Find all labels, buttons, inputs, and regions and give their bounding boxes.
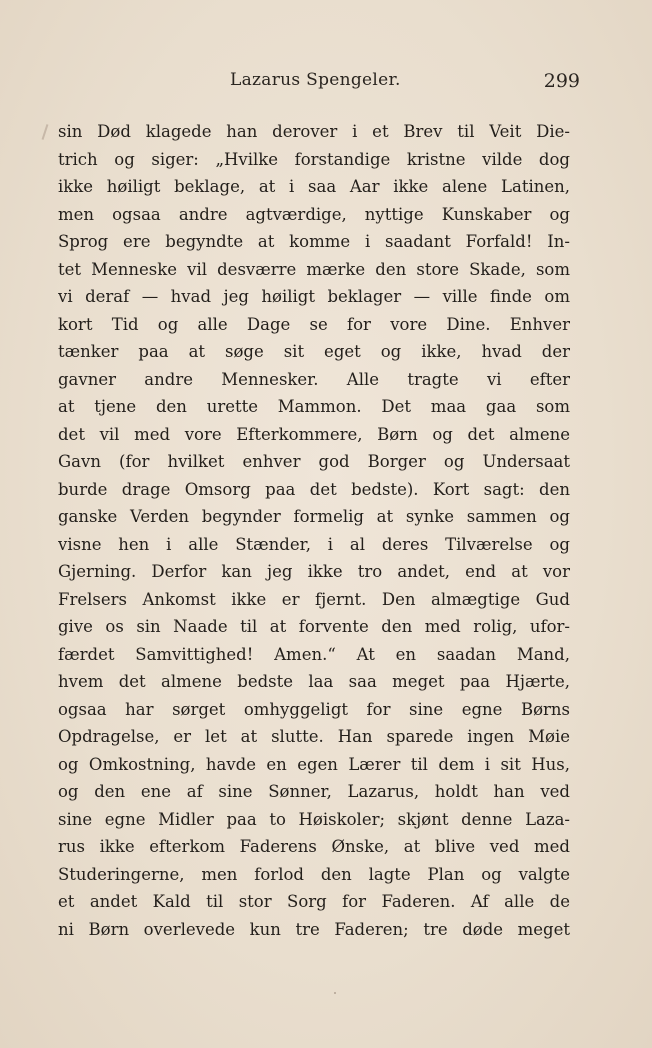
text-line: men ogsaa andre agtværdige, nyttige Kunskaber og (58, 204, 570, 224)
text-line: det vil med vore Efterkommere, Børn og det almene (58, 424, 570, 444)
text-line: Gavn (for hvilket enhver god Borger og Undersaat (58, 452, 570, 471)
margin-mark (42, 124, 49, 140)
text-line: Frelsers Ankomst ikke er fjernt. Den almægtige Gud (58, 589, 570, 609)
text-line: hvem det almene bedste laa saa meget paa Hjærte, (58, 672, 570, 691)
text-line: og Omkostning, havde en egen Lærer til dem i sit Hus, (58, 754, 570, 774)
text-line: Gjerning. Derfor kan jeg ikke tro andet, end at vor (58, 562, 570, 581)
text-line: tet Menneske vil desværre mærke den store Skade, som (58, 259, 570, 279)
text-line: Studeringerne, men forlod den lagte Plan og valgte (58, 864, 570, 884)
text-line: et andet Kald til stor Sorg for Faderen. Af alle de (58, 892, 570, 911)
text-line: og den ene af sine Sønner, Lazarus, holdt han ved (58, 782, 570, 801)
text-line: Sprog ere begyndte at komme i saadant Forfald! In- (58, 232, 570, 251)
text-line: vi deraf — hvad jeg høiligt beklager — ville finde om (58, 287, 570, 306)
text-line: Opdragelse, er let at slutte. Han sparede ingen Møie (58, 727, 570, 746)
text-line: trich og siger: „Hvilke forstandige kristne vilde dog (58, 149, 570, 169)
text-line: rus ikke efterkom Faderens Ønske, at blive ved med (58, 837, 570, 856)
text-line: ikke høiligt beklage, at i saa Aar ikke alene Latinen, (58, 177, 570, 196)
text-line: burde drage Omsorg paa det bedste). Kort sagt: den (58, 479, 570, 499)
text-line: ganske Verden begynder formelig at synke sammen og (58, 507, 570, 526)
paper-speck (334, 992, 336, 994)
text-line: sin Død klagede han derover i et Brev til Veit Die- (58, 122, 570, 141)
page-number: 299 (543, 70, 580, 92)
text-line: ogsaa har sørget omhyggeligt for sine egne Børns (58, 699, 570, 719)
running-head (0, 70, 652, 100)
text-line: sine egne Midler paa to Høiskoler; skjønt denne Laza- (58, 809, 570, 829)
text-line: færdet Samvittighed! Amen.“ At en saadan Mand, (58, 644, 570, 664)
text-line: gavner andre Mennesker. Alle tragte vi efter (58, 369, 570, 389)
text-line: tænker paa at søge sit eget og ikke, hvad der (58, 342, 570, 361)
text-line: give os sin Naade til at forvente den med rolig, ufor- (58, 617, 570, 636)
text-line: at tjene den urette Mammon. Det maa gaa som (58, 397, 570, 416)
text-line: visne hen i alle Stænder, i al deres Tilværelse og (58, 534, 570, 554)
running-title: Lazarus Spengeler. (230, 70, 401, 90)
text-line: ni Børn overlevede kun tre Faderen; tre døde meget (58, 919, 570, 939)
body-text (58, 118, 570, 943)
text-line: kort Tid og alle Dage se for vore Dine. Enhver (58, 314, 570, 334)
